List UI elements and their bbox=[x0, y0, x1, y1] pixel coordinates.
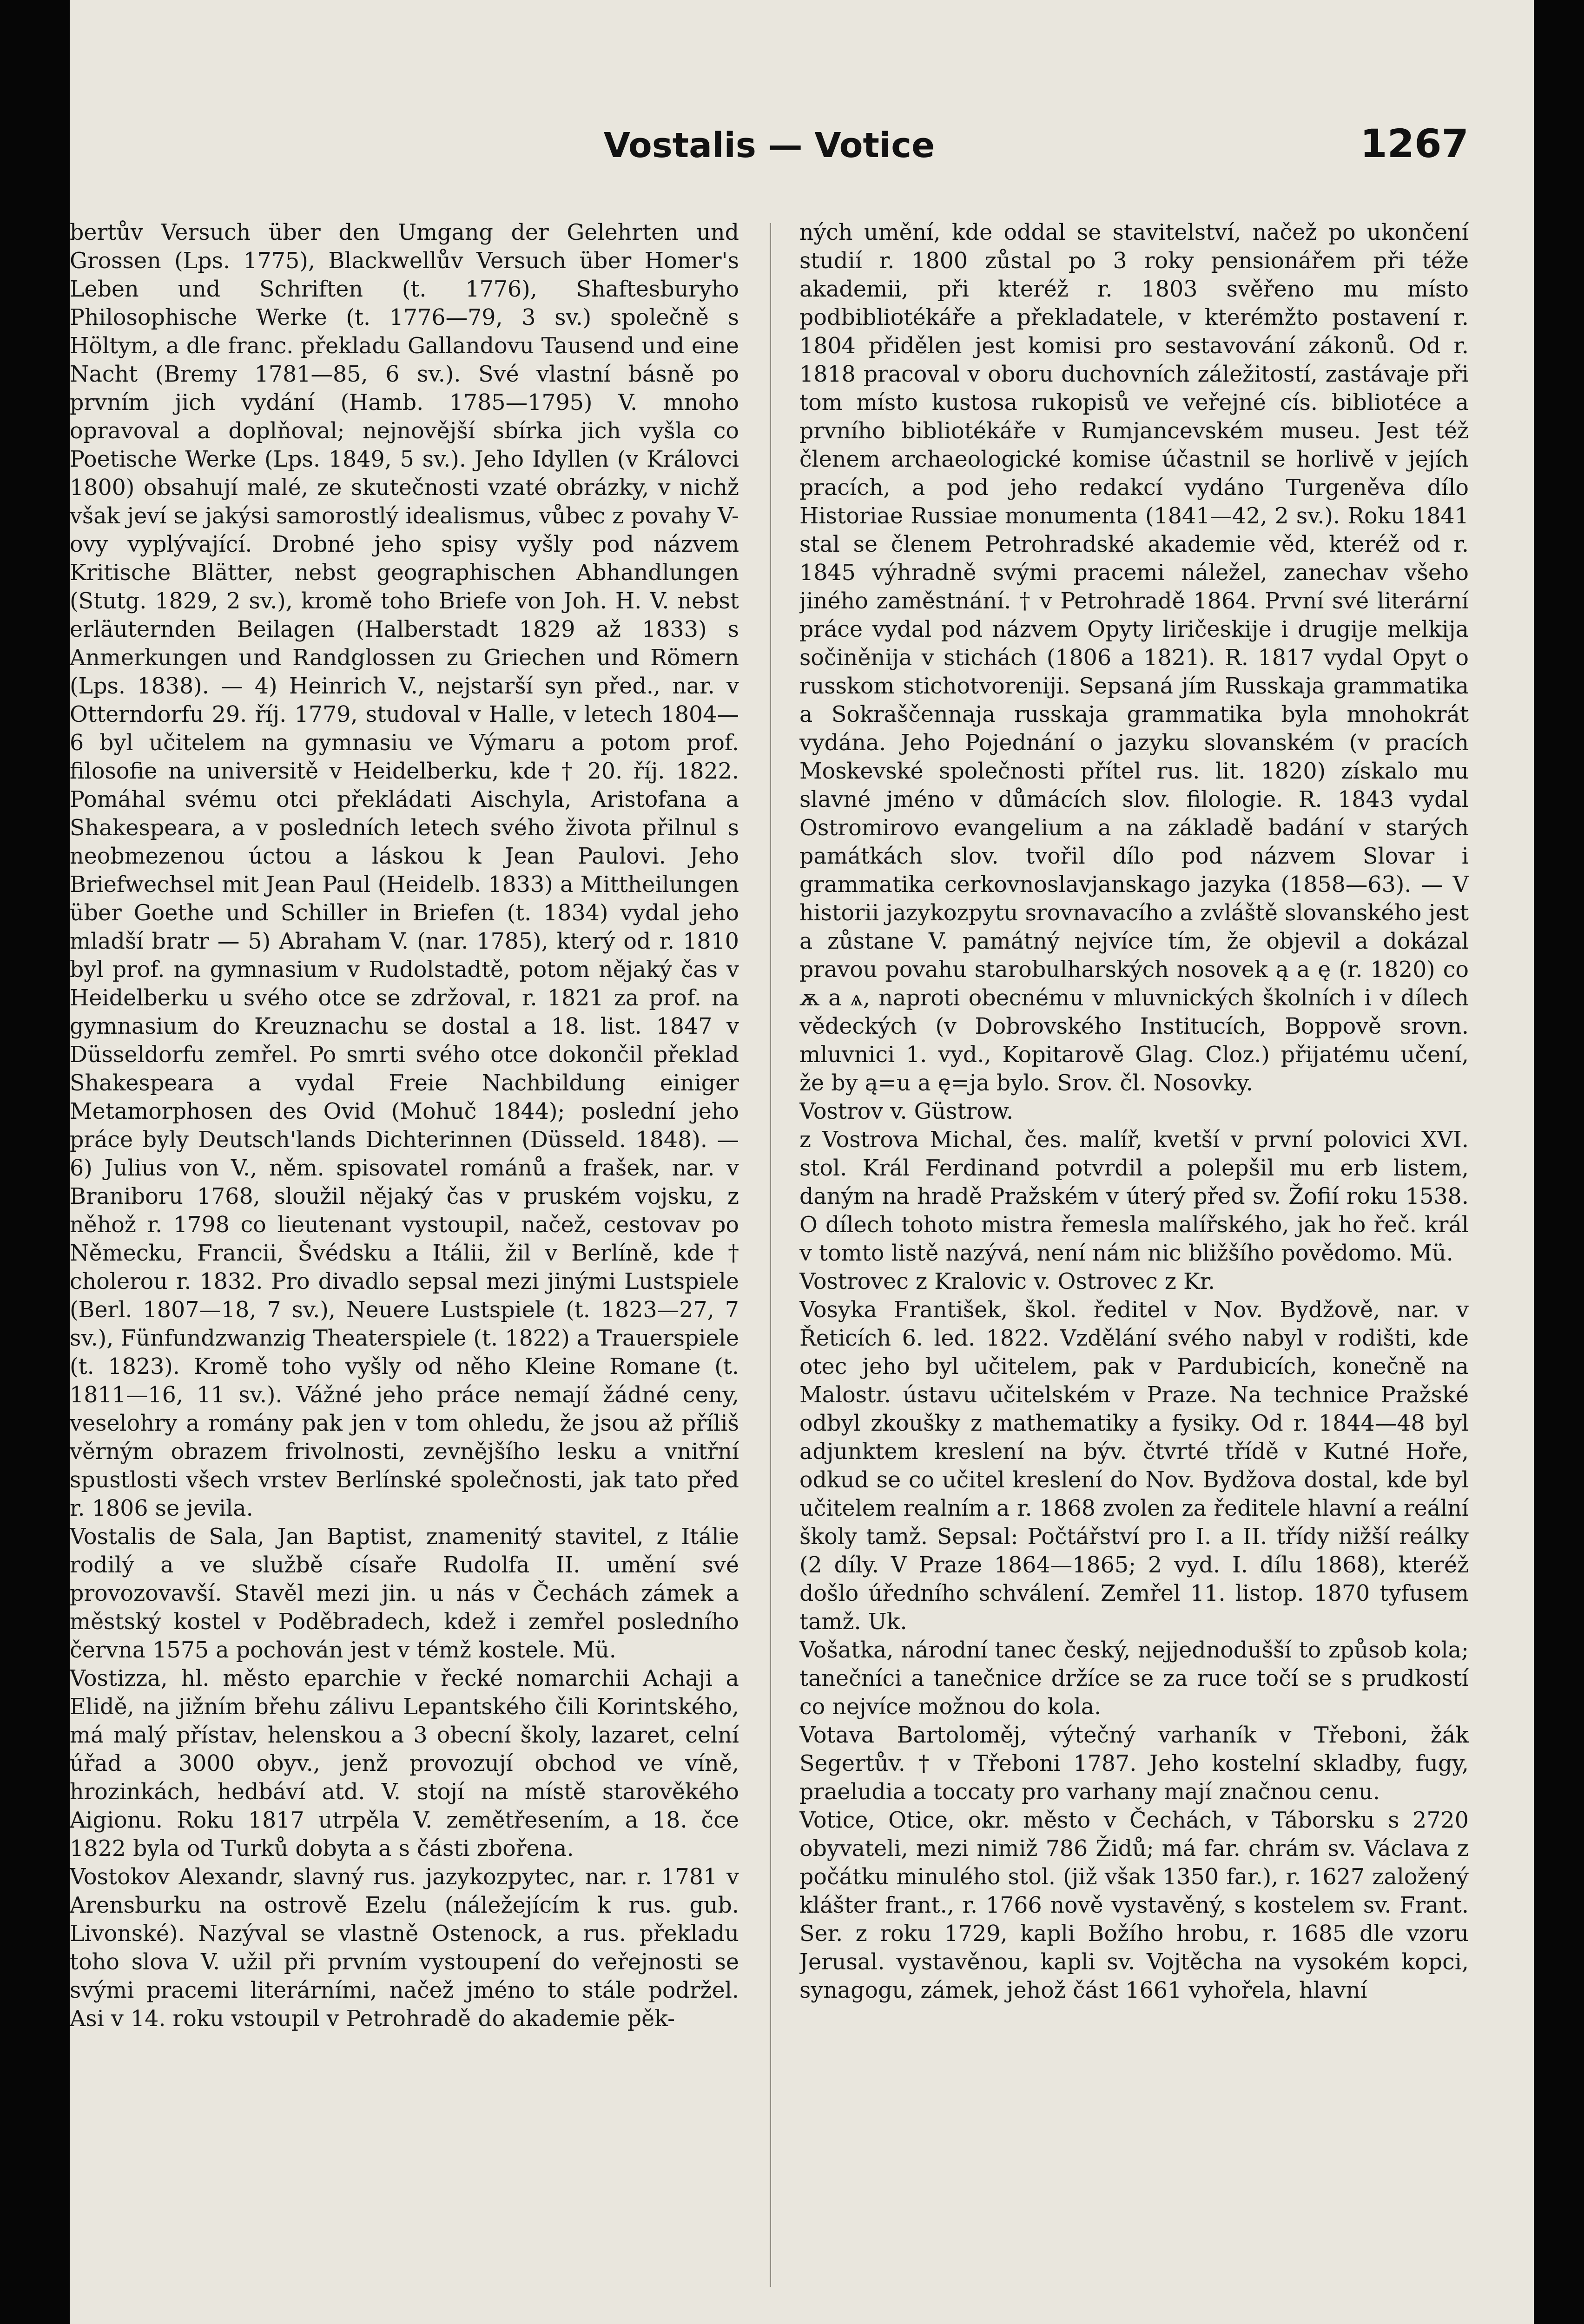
entry-paragraph: Vostalis de Sala, Jan Baptist, znamenitý stavitel, z Itálie rodilý a ve službě císaře Rudolfa II. umění své provozovavší. Stavěl mezi jin. u nás v Čechách zámek a městský kostel v Poděbradech, kdež i zemřel posledního června 1575 a pochován jest v témž kostele. Mü. bbox=[70, 1524, 739, 1663]
two-column-text bbox=[70, 218, 1469, 2301]
entry-paragraph: Vostrov v. Güstrow. bbox=[799, 1099, 1014, 1124]
running-head: Vostalis — Votice bbox=[603, 125, 935, 165]
entry-paragraph: z Vostrova Michal, čes. malíř, kvetší v první polovici XVI. stol. Král Ferdinand potvrdil a polepšil mu erb listem, daným na hradě Pražském v úterý před sv. Žofií roku 1538. O dílech tohoto mistra řemesla malířského, jak ho řeč. král v tomto listě nazývá, není nám nic bližšího povědomo. Mü. bbox=[799, 1127, 1469, 1266]
entry-paragraph: Vosyka František, škol. ředitel v Nov. Bydžově, nar. v Řeticích 6. led. 1822. Vzdělání svého nabyl v rodišti, kde otec jeho byl učitelem, pak v Pardubicích, konečně na Malostr. ústavu učitelském v Praze. Na technice Pražské odbyl zkoušky z mathematiky a fysiky. Od r. 1844—48 byl adjunktem kreslení na býv. čtvrté třídě v Kutné Hoře, odkud se co učitel kreslení do Nov. Bydžova dostal, kde byl učitelem realním a r. 1868 zvolen za ředitele hlavní a reální školy tamž. Sepsal: Počtářství pro I. a II. třídy nižší reálky (2 díly. V Praze 1864—1865; 2 vyd. I. dílu 1868), kteréž došlo úředního schválení. Zemřel 11. listop. 1870 tyfusem tamž. Uk. bbox=[799, 1297, 1469, 1635]
entry-paragraph: Vostizza, hl. město eparchie v řecké nomarchii Achaji a Elidě, na jižním břehu zálivu Lepantského čili Korintského, má malý přístav, helenskou a 3 obecní školy, lazaret, celní úřad a 3000 obyv., jenž provozují obchod ve víně, hrozinkách, hedbáví atd. V. stojí na místě starověkého Aigionu. Roku 1817 utrpěla V. zemětřesením, a 18. čce 1822 byla od Turků dobyta a s části zbořena. bbox=[70, 1666, 739, 1862]
right-column bbox=[799, 218, 1469, 2301]
column-divider bbox=[770, 223, 771, 2287]
entry-paragraph: Votava Bartoloměj, výtečný varhaník v Třeboni, žák Segertův. † v Třeboni 1787. Jeho kostelní skladby, fugy, praeludia a toccaty pro varhany mají značnou cenu. bbox=[799, 1723, 1469, 1805]
entry-paragraph: Vostrovec z Kralovic v. Ostrovec z Kr. bbox=[799, 1269, 1215, 1294]
left-column bbox=[70, 218, 739, 2301]
entry-paragraph: bertův Versuch über den Umgang der Gelehrten und Grossen (Lps. 1775), Blackwellův Versuch über Homer's Leben und Schriften (t. 1776), Shaftesburyho Philosophische Werke (t. 1776—79, 3 sv.) společně s Höltym, a dle franc. překladu Gallandovu Tausend und eine Nacht (Bremy 1781—85, 6 sv.). Své vlastní básně po prvním jich vydání (Hamb. 1785—1795) V. mnoho opravoval a doplňoval; nejnovější sbírka jich vyšla co Poetische Werke (Lps. 1849, 5 sv.). Jeho Idyllen (v Královci 1800) obsahují malé, ze skutečnosti vzaté obrázky, v nichž však jeví se jakýsi samorostlý idealismus, vůbec z povahy V-ovy vyplývající. Drobné jeho spisy vyšly pod názvem Kritische Blätter, nebst geographischen Abhandlungen (Stutg. 1829, 2 sv.), kromě toho Briefe von Joh. H. V. nebst erläuternden Beilagen (Halberstadt 1829 až 1833) s Anmerkungen und Randglossen zu Griechen und Römern (Lps. 1838). — 4) Heinrich V., nejstarší syn před., nar. v Otterndorfu 29. říj. 1779, studoval v Halle, v letech 1804—6 byl učitelem na gymnasiu ve Výmaru a potom prof. filosofie na universitě v Heidelberku, kde † 20. říj. 1822. Pomáhal svému otci překládati Aischyla, Aristofana a Shakespeara, a v posledních letech svého života přilnul s neobmezenou úctou a láskou k Jean Paulovi. Jeho Briefwechsel mit Jean Paul (Heidelb. 1833) a Mittheilungen über Goethe und Schiller in Briefen (t. 1834) vydal jeho mladší bratr — 5) Abraham V. (nar. 1785), který od r. 1810 byl prof. na gymnasium v Rudolstadtě, potom nějaký čas v Heidelberku u svého otce se zdržoval, r. 1821 za prof. na gymnasium do Kreuznachu se dostal a 18. list. 1847 v Düsseldorfu zemřel. Po smrti svého otce dokončil překlad Shakespeara a vydal Freie Nachbildung einiger Metamorphosen des Ovid (Mohuč 1844); poslední jeho práce byly Deutsch'lands Dichterinnen (Düsseld. 1848). — 6) Julius von V., něm. spisovatel románů a frašek, nar. v Braniboru 1768, sloužil nějaký čas v pruském vojsku, z něhož r. 1798 co lieutenant vystoupil, načež, cestovav po Německu, Francii, Švédsku a Itálii, žil v Berlíně, kde † cholerou r. 1832. Pro divadlo sepsal mezi jinými Lustspiele (Berl. 1807—18, 7 sv.), Neuere Lustspiele (t. 1823—27, 7 sv.), Fünfundzwanzig Theaterspiele (t. 1822) a Trauerspiele (t. 1823). Kromě toho vyšly od něho Kleine Romane (t. 1811—16, 11 sv.). Vážné jeho práce nemají žádné ceny, veselohry a romány pak jen v tom ohledu, že jsou až příliš věrným obrazem frivolnosti, zevnějšího lesku a vnitřní spustlosti všech vrstev Berlínské společnosti, jak tato před r. 1806 se jevila. bbox=[70, 220, 739, 1521]
page-header bbox=[70, 116, 1469, 186]
entry-paragraph: Vošatka, národní tanec český, nejjednodušší to způsob kola; tanečníci a tanečnice držíce se za ruce točí se s prudkostí co nejvíce možnou do kola. bbox=[799, 1637, 1469, 1720]
entry-paragraph: ných umění, kde oddal se stavitelství, načež po ukončení studií r. 1800 zůstal po 3 roky pensionářem při téže akademii, při kteréž r. 1803 svěřeno mu místo podbibliotékáře a překladatele, v kterémžto postavení r. 1804 přidělen jest komisi pro sestavování zákonů. Od r. 1818 pracoval v oboru duchovních záležitostí, zastávaje při tom místo kustosa rukopisů ve veřejné cís. bibliotéce a prvního bibliotékáře v Rumjancevském museu. Jest též členem archaeologické komise účastnil se horlivě v jejích pracích, a pod jeho redakcí vydáno Turgeněva dílo Historiae Russiae monumenta (1841—42, 2 sv.). Roku 1841 stal se členem Petrohradské akademie věd, kteréž od r. 1845 výhradně svými pracemi náležel, zanechav všeho jiného zaměstnání. † v Petrohradě 1864. První své literární práce vydal pod názvem Opyty liričeskije i drugije melkija sočiněnija v stichách (1806 a 1821). R. 1817 vydal Opyt o russkom stichotvoreniji. Sepsaná jím Russkaja grammatika a Sokraščennaja russkaja grammatika byla mnohokrát vydána. Jeho Pojednání o jazyku slovanském (v pracích Moskevské společnosti přítel rus. lit. 1820) získalo mu slavné jméno v důmácích slov. filologie. R. 1843 vydal Ostromirovo evangelium a na základě badání v starých památkách slov. tvořil dílo pod názvem Slovar i grammatika cerkovnoslavjanskago jazyka (1858—63). — V historii jazykozpytu srovnavacího a zvláště slovanského jest a zůstane V. památný nejvíce tím, že objevil a dokázal pravou povahu starobulharských nosovek ą a ę (r. 1820) co ѫ a ѧ, naproti obecnému v mluvnických školních i v dílech vědeckých (v Dobrovského Institucích, Boppově srovn. mluvnici 1. vyd., Kopitarově Glag. Cloz.) přijatému učení, že by ą=u a ę=ja bylo. Srov. čl. Nosovky. bbox=[799, 220, 1469, 1096]
entry-paragraph: Vostokov Alexandr, slavný rus. jazykozpytec, nar. r. 1781 v Arensburku na ostrově Ezelu (náležejícím k rus. gub. Livonské). Nazýval se vlastně Ostenock, a rus. překladu toho slova V. užil při prvním vystoupení do veřejnosti se svými pracemi literárními, načež jméno to stále podržel. Asi v 14. roku vstoupil v Petrohradě do akademie pěk- bbox=[70, 1864, 739, 2032]
entry-paragraph: Votice, Otice, okr. město v Čechách, v Táborsku s 2720 obyvateli, mezi nimiž 786 Židů; má far. chrám sv. Václava z počátku minulého stol. (již však 1350 far.), r. 1627 založený klášter frant., r. 1766 nově vystavěný, s kostelem sv. Frant. Ser. z roku 1729, kapli Božího hrobu, r. 1685 dle vzoru Jerusal. vystavěnou, kapli sv. Vojtěcha na vysokém kopci, synagogu, zámek, jehož část 1661 vyhořela, hlavní bbox=[799, 1808, 1469, 2003]
page-number: 1267 bbox=[1360, 121, 1469, 166]
